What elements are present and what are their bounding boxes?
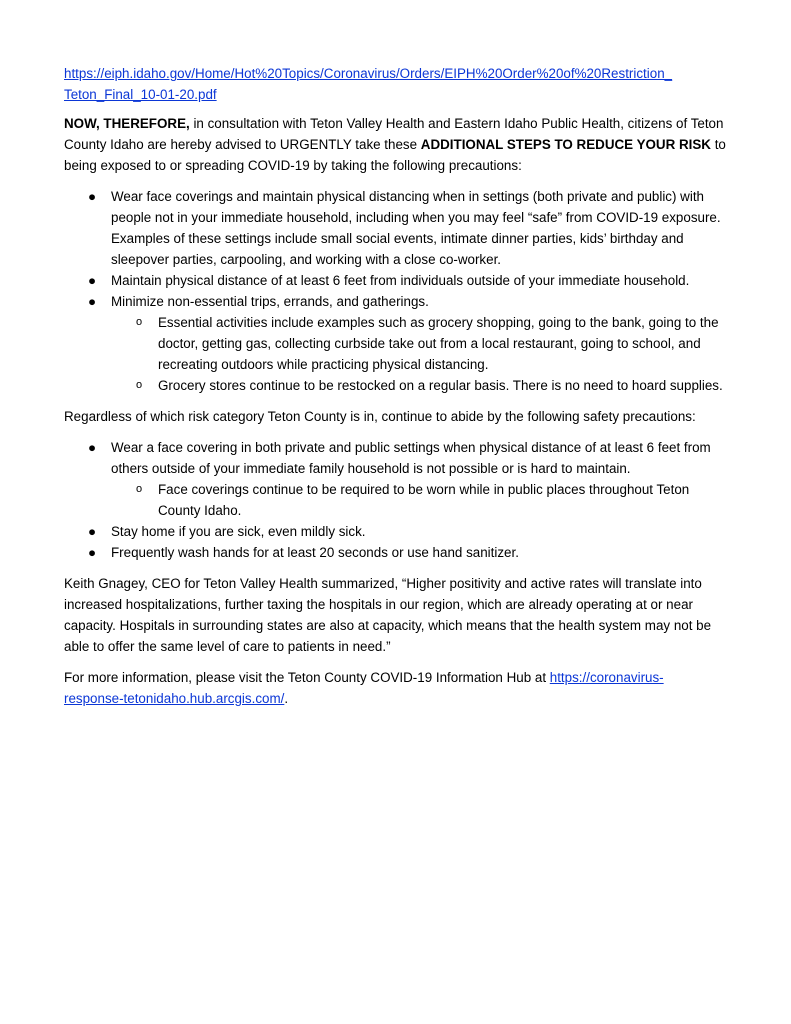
sub-bullet-icon: o: [135, 379, 143, 391]
list-item: [64, 270, 729, 291]
safety-sublist: [111, 479, 729, 521]
more-info-text: For more information, please visit the Teton County COVID-19 Information Hub at: [64, 670, 550, 685]
more-info-paragraph: [64, 667, 729, 709]
list-item: [64, 542, 729, 563]
intro-paragraph: [64, 113, 729, 176]
bullet-icon: ●: [87, 440, 97, 455]
list-item: [64, 437, 729, 521]
list-item: [64, 375, 729, 396]
intro-bold-lead: NOW, THEREFORE,: [64, 116, 190, 131]
order-link[interactable]: [64, 66, 672, 102]
list-item: [64, 312, 729, 375]
sub-bullet-icon: o: [135, 483, 143, 495]
list-item: [64, 291, 729, 396]
intro-text-2: to being exposed to or spreading COVID-19 by taking the following precautions:: [64, 137, 726, 173]
list-item: [64, 186, 729, 270]
precaution-text: Minimize non-essential trips, errands, and gatherings.: [111, 294, 429, 309]
subitem-text: Face coverings continue to be required to be worn while in public places throughout Teton County Idaho.: [158, 482, 690, 518]
bullet-icon: ●: [87, 294, 97, 309]
info-hub-link-line1: https://coronavirus-: [549, 670, 664, 685]
precautions-list: [64, 186, 729, 396]
bullet-icon: ●: [87, 273, 97, 288]
order-link-line1: https://eiph.idaho.gov/Home/Hot%20Topics/Coronavirus/Orders/EIPH%20Order%20of%20Restriction_: [64, 66, 673, 81]
bullet-icon: ●: [87, 545, 97, 560]
bullet-icon: ●: [87, 189, 97, 204]
subitem-text: Essential activities include examples such as grocery shopping, going to the bank, going to the doctor, getting gas, collecting curbside take out from a local restaurant, going to school, and recreating outdoors while practicing physical distancing.: [158, 315, 719, 372]
safety-text: Wear a face covering in both private and public settings when physical distance of at least 6 feet from others outside of your immediate family household is not possible or is hard to maintain.: [111, 440, 711, 476]
regardless-paragraph: Regardless of which risk category Teton County is in, continue to abide by the following safety precautions:: [64, 409, 696, 424]
intro-text-1: in consultation with Teton Valley Health and Eastern Idaho Public Health, citizens of Teton County Idaho are hereby advised to URGENTLY take these: [64, 116, 724, 152]
more-info-end: .: [284, 691, 289, 706]
intro-bold-mid: ADDITIONAL STEPS TO REDUCE YOUR RISK: [420, 137, 711, 152]
precaution-sublist: [111, 312, 729, 396]
order-link-paragraph: [64, 63, 729, 105]
quote-paragraph: Keith Gnagey, CEO for Teton Valley Health summarized, “Higher positivity and active rates will translate into increased hospitalizations, further taxing the hospitals in our region, which are already operating at or near capacity. Hospitals in surrounding states are also at capacity, which means that the health system may not be able to offer the same level of care to patients in need.”: [64, 576, 712, 654]
info-hub-link-line2: response-tetonidaho.hub.arcgis.com/: [64, 691, 285, 706]
safety-list: [64, 437, 729, 563]
safety-text: Frequently wash hands for at least 20 seconds or use hand sanitizer.: [111, 545, 519, 560]
list-item: [64, 479, 729, 521]
list-item: [64, 521, 729, 542]
document-page: [64, 63, 729, 719]
sub-bullet-icon: o: [135, 316, 143, 328]
precaution-text: Maintain physical distance of at least 6 feet from individuals outside of your immediate household.: [111, 273, 690, 288]
bullet-icon: ●: [87, 524, 97, 539]
precaution-text: Wear face coverings and maintain physical distancing when in settings (both private and public) with people not in your immediate household, including when you may feel “safe” from COVID-19 exposure. Examples of these settings include small social events, intimate dinner parties, kids’ birthday and sleepover parties, carpooling, and working with a close co-worker.: [111, 189, 721, 267]
order-link-line2: Teton_Final_10-01-20.pdf: [64, 87, 217, 102]
safety-text: Stay home if you are sick, even mildly sick.: [111, 524, 366, 539]
subitem-text: Grocery stores continue to be restocked on a regular basis. There is no need to hoard supplies.: [158, 378, 723, 393]
